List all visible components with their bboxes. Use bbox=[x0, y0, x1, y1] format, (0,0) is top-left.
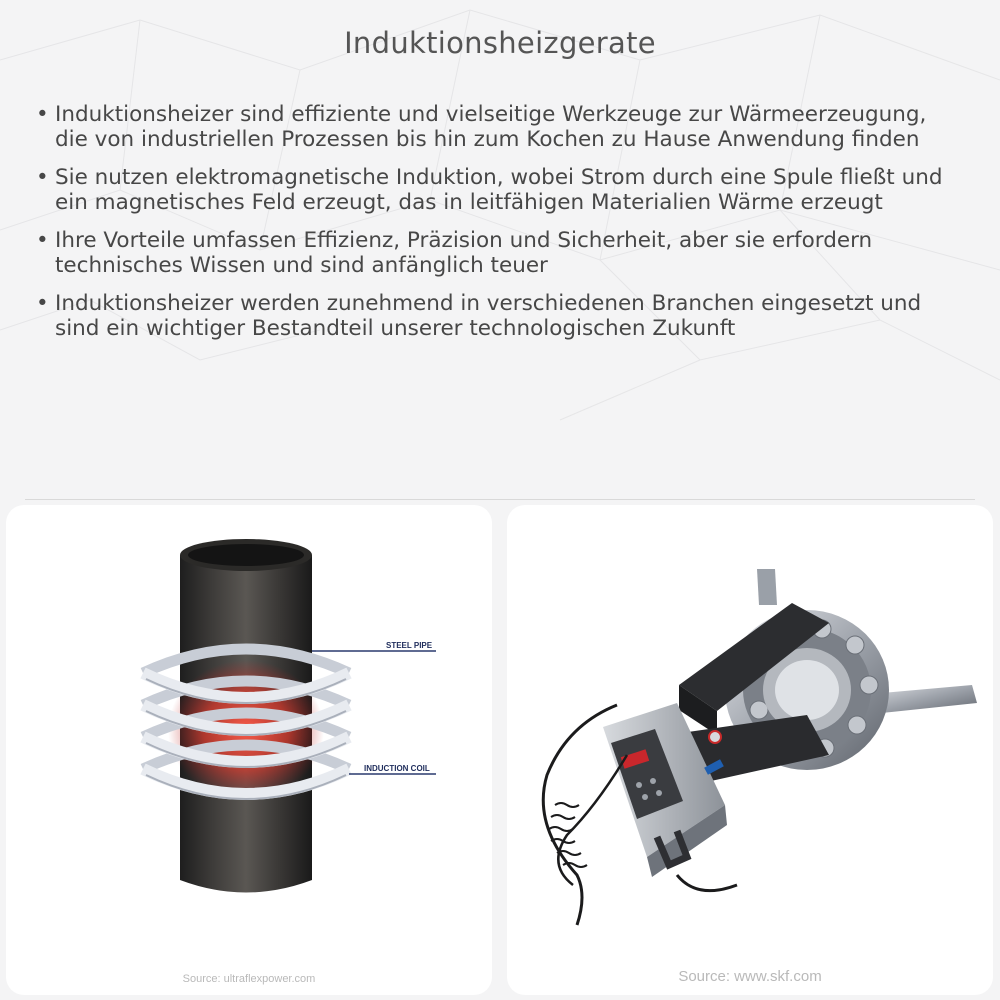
bullet-text: Ihre Vorteile umfassen Effizienz, Präzision und Sicherheit, aber sie erfordern technisches Wissen und sind anfänglich teuer bbox=[55, 228, 873, 278]
bullet-dot-icon: • bbox=[36, 165, 49, 190]
bullet-text: Sie nutzen elektromagnetische Induktion, wobei Strom durch eine Spule fließt und ein magnetisches Feld erzeugt, das in leitfähigen Materialien Wärme erzeugt bbox=[55, 165, 943, 215]
page-title: Induktionsheizgerate bbox=[344, 26, 656, 60]
image-source-left: Source: ultraflexpower.com bbox=[182, 973, 316, 985]
bullet-text: Induktionsheizer werden zunehmend in verschiedenen Branchen eingesetzt und sind ein wichtiger Bestandteil unserer technologischen Zukunft bbox=[55, 291, 922, 341]
bullet-list bbox=[36, 102, 966, 354]
steel-pipe-label: STEEL PIPE bbox=[386, 641, 433, 650]
bullet-dot-icon: • bbox=[36, 228, 49, 253]
bullet-dot-icon: • bbox=[36, 102, 49, 127]
induction-coil-label: INDUCTION COIL bbox=[364, 764, 430, 773]
image-source-right: Source: www.skf.com bbox=[678, 968, 822, 985]
image-card-induction-coil bbox=[6, 505, 492, 995]
image-card-bearing-heater bbox=[507, 505, 993, 995]
bullet-text: Induktionsheizer sind effiziente und vielseitige Werkzeuge zur Wärmeerzeugung, die von industriellen Prozessen bis hin zum Kochen zu Hause Anwendung finden bbox=[55, 102, 927, 152]
bullet-dot-icon: • bbox=[36, 291, 49, 316]
bullet-item bbox=[36, 291, 966, 341]
bearing-induction-heater-photo bbox=[507, 505, 993, 995]
bullet-item bbox=[36, 102, 966, 152]
bullet-item bbox=[36, 228, 966, 278]
steel-pipe-induction-coil-illustration bbox=[6, 505, 492, 995]
bullet-item bbox=[36, 165, 966, 215]
section-divider bbox=[25, 499, 975, 500]
